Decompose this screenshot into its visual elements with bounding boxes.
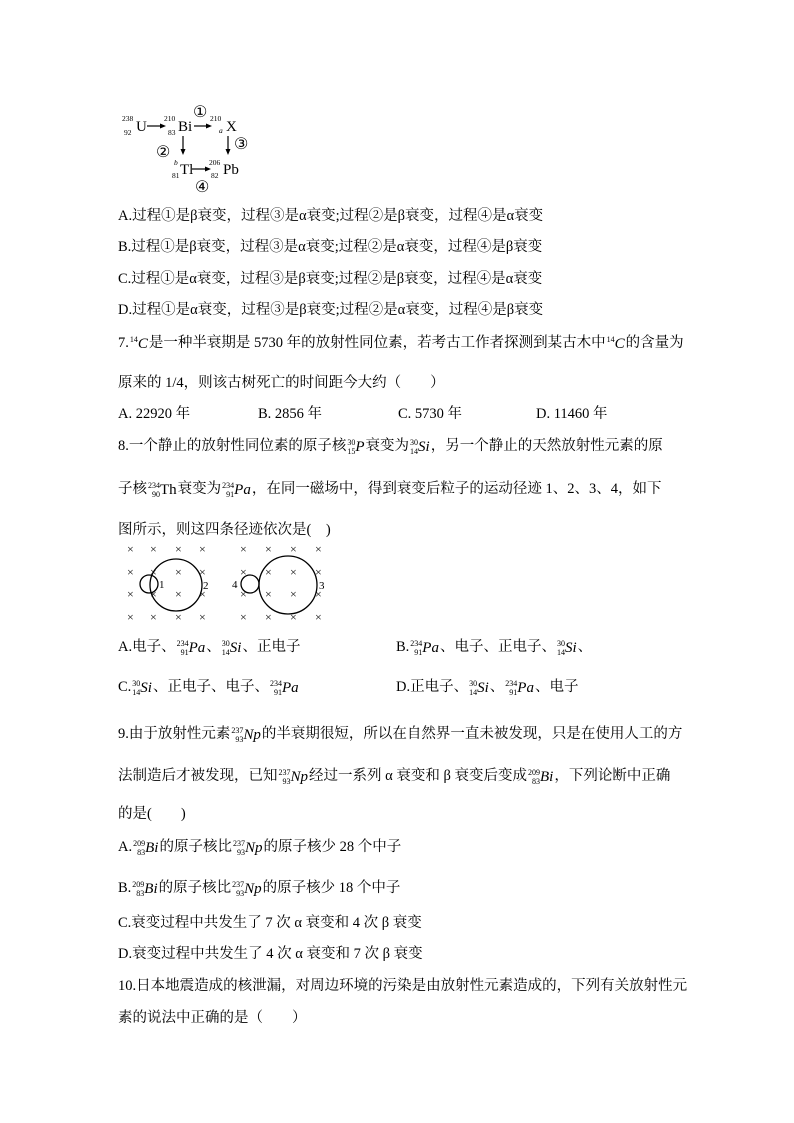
process-2-label: ②	[156, 144, 171, 161]
field-cross-mark: ×	[290, 565, 297, 579]
u-z: 92	[124, 128, 132, 137]
x-z: a	[219, 126, 223, 135]
tl-z: 81	[172, 171, 180, 180]
q7-option-d[interactable]: D. 11460 年	[536, 406, 608, 422]
field-cross-mark: ×	[265, 542, 272, 556]
field-cross-mark: ×	[175, 610, 182, 624]
q7-stem-line1: 7.14 C是一种半衰期是 5730 年的放射性同位素，若考古工作者探测到某古木中14 C的含量为	[118, 335, 684, 352]
q8-option-c[interactable]: C.30 14Si、正电子、电子、234 91Pa	[118, 679, 299, 697]
si30-nuclide: 30 14Si	[556, 639, 577, 657]
u-symbol: U	[136, 119, 147, 135]
process-4-label: ④	[195, 179, 210, 194]
field-cross-mark: ×	[199, 542, 206, 556]
q6-option-d[interactable]: D.过程①是α衰变，过程③是β衰变;过程②是α衰变，过程④是β衰变	[118, 302, 544, 318]
field-cross-mark: ×	[127, 542, 134, 556]
field-cross-mark: ×	[127, 565, 134, 579]
field-cross-mark: ×	[315, 610, 322, 624]
process-1-label: ①	[193, 104, 208, 121]
field-cross-mark: ×	[290, 610, 297, 624]
q9-stem-line1: 9.由于放射性元素237 93Np的半衰期很短，所以在自然界一直未被发现，只是在使用人工的方	[118, 726, 683, 744]
track-2-label: 2	[203, 580, 209, 592]
pa234-nuclide: 234 91Pa	[222, 481, 251, 499]
magnetic-field-tracks-figure	[120, 542, 350, 624]
np237-nuclide: 237 93Np	[278, 768, 309, 786]
track-1-label: 1	[159, 579, 165, 591]
np237-nuclide: 237 93Np	[232, 880, 262, 898]
q7-option-a[interactable]: A. 22920 年	[118, 406, 191, 422]
pa234-nuclide: 234 91Pa	[410, 639, 439, 657]
q6-option-c[interactable]: C.过程①是α衰变，过程③是β衰变;过程②是β衰变，过程④是α衰变	[118, 271, 543, 287]
pa234-nuclide: 234 91Pa	[269, 679, 299, 697]
pa234-nuclide: 234 91Pa	[505, 679, 534, 697]
q8-stem-line3: 图所示，则这四条径迹依次是( )	[118, 522, 331, 538]
field-cross-mark: ×	[199, 610, 206, 624]
field-cross-mark: ×	[265, 565, 272, 579]
field-cross-mark: ×	[315, 587, 322, 601]
field-cross-mark: ×	[150, 587, 157, 601]
q9-option-a[interactable]: A.209 83Bi的原子核比237 93Np的原子核少 28 个中子	[118, 839, 402, 857]
track-4-label: 4	[232, 579, 238, 591]
q7-stem-line2: 原来的 1/4，则该古树死亡的时间距今大约（ ）	[118, 375, 445, 391]
u-mass: 238	[122, 114, 134, 123]
track-3-label: 3	[319, 580, 325, 592]
field-cross-mark: ×	[240, 565, 247, 579]
bi-mass: 210	[164, 114, 176, 123]
q6-option-a[interactable]: A.过程①是β衰变，过程③是α衰变;过程②是β衰变，过程④是α衰变	[118, 208, 544, 224]
bi209-nuclide: 209 83Bi	[132, 880, 158, 898]
np237-nuclide: 237 93Np	[232, 839, 263, 857]
q9-stem-line2: 法制造后才被发现，已知237 93Np经过一系列 α 衰变和 β 衰变后变成209 83Bi，下列论断中正确	[118, 768, 671, 786]
x-mass: 210	[210, 114, 222, 123]
carbon14-nuclide: 14 C	[606, 335, 625, 352]
q8-stem-line2: 子核234 90Th衰变为234 91Pa，在同一磁场中，得到衰变后粒子的运动径迹 1、2、3、4，如下	[118, 481, 662, 499]
q10-stem-line2: 素的说法中正确的是（ ）	[118, 1010, 307, 1026]
q9-option-d[interactable]: D.衰变过程中共发生了 4 次 α 衰变和 7 次 β 衰变	[118, 946, 423, 962]
field-cross-mark: ×	[315, 565, 322, 579]
q6-option-b[interactable]: B.过程①是β衰变，过程③是α衰变;过程②是α衰变，过程④是β衰变	[118, 239, 543, 255]
x-symbol: X	[226, 119, 237, 135]
q9-option-b[interactable]: B.209 83Bi的原子核比237 93Np的原子核少 18 个中子	[118, 880, 401, 898]
np237-nuclide: 237 93Np	[231, 726, 261, 744]
field-cross-mark: ×	[240, 587, 247, 601]
field-cross-mark: ×	[127, 610, 134, 624]
q8-stem-line1: 8.一个静止的放射性同位素的原子核30 15P衰变为30 14Si，另一个静止的天然放射性元素的原	[118, 438, 663, 456]
field-cross-mark: ×	[290, 587, 297, 601]
field-cross-mark: ×	[199, 565, 206, 579]
field-cross-mark: ×	[265, 610, 272, 624]
q9-option-c[interactable]: C.衰变过程中共发生了 7 次 α 衰变和 4 次 β 衰变	[118, 915, 422, 931]
carbon14-nuclide: 14 C	[129, 335, 148, 352]
field-cross-mark: ×	[315, 542, 322, 556]
field-cross-mark: ×	[150, 610, 157, 624]
field-cross-mark: ×	[175, 565, 182, 579]
q7-number: 7.	[118, 335, 129, 351]
field-cross-mark: ×	[265, 587, 272, 601]
pa234-nuclide: 234 91Pa	[176, 639, 206, 657]
q8-option-b[interactable]: B.234 91Pa、电子、正电子、30 14Si、	[396, 639, 593, 657]
field-cross-mark: ×	[150, 565, 157, 579]
si30-nuclide: 30 14Si	[469, 679, 489, 697]
pb-z: 82	[211, 171, 219, 180]
field-cross-mark: ×	[240, 610, 247, 624]
q10-stem-line1: 10.日本地震造成的核泄漏，对周边环境的污染是由放射性元素造成的，下列有关放射性元	[118, 978, 688, 994]
th234-nuclide: 234 90Th	[148, 481, 177, 499]
tl-mass: b	[174, 158, 178, 167]
q7-option-b[interactable]: B. 2856 年	[258, 406, 323, 422]
bi-z: 83	[168, 128, 176, 137]
process-3-label: ③	[234, 136, 249, 153]
bi209-nuclide: 209 83Bi	[133, 839, 159, 857]
field-cross-mark: ×	[199, 587, 206, 601]
decay-chain-diagram	[116, 102, 266, 194]
pb-symbol: Pb	[223, 162, 239, 178]
bi209-nuclide: 209 83Bi	[528, 768, 554, 786]
tl-symbol: Tl	[180, 162, 194, 178]
pb-mass: 206	[209, 158, 221, 167]
p30-nuclide: 30 15P	[347, 438, 365, 456]
field-cross-mark: ×	[175, 587, 182, 601]
q7-option-c[interactable]: C. 5730 年	[398, 406, 463, 422]
field-cross-mark: ×	[127, 587, 134, 601]
q8-option-a[interactable]: A.电子、234 91Pa、30 14Si、正电子	[118, 639, 301, 657]
si30-nuclide: 30 14Si	[221, 639, 242, 657]
field-cross-mark: ×	[240, 542, 247, 556]
q9-stem-line3: 的是( )	[118, 806, 186, 822]
field-cross-mark: ×	[150, 542, 157, 556]
field-cross-mark: ×	[175, 542, 182, 556]
field-cross-mark: ×	[290, 542, 297, 556]
bi-symbol: Bi	[178, 119, 193, 135]
si30-nuclide: 30 14Si	[410, 438, 430, 456]
q8-option-d[interactable]: D.正电子、30 14Si、234 91Pa、电子	[396, 679, 579, 697]
si30-nuclide: 30 14Si	[132, 679, 152, 697]
